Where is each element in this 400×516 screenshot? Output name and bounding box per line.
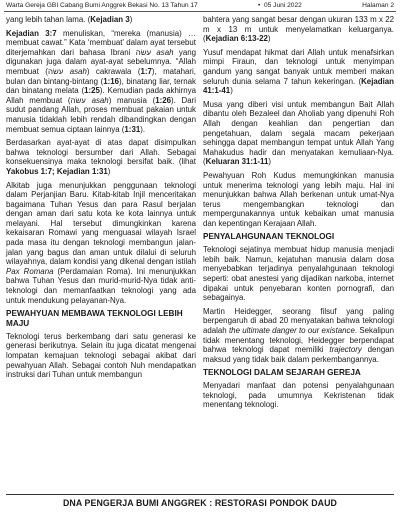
paragraph: Berdasarkan ayat-ayat di atas dapat disimpulkan bahwa teknologi bersumber dari Allah. Sebagai konsekuensinya maka teknologi bersifat baik. (lihat Yakobus 1:7; Kejadian 1:31) xyxy=(6,138,196,176)
paragraph: Teknologi sejatinya membuat hidup manusia menjadi lebih baik. Namun, kejatuhan manusia dalam dosa menyebabkan terjadinya penyalahgunaan teknologi seperti: obat anestesi yang dijadikan narkoba, internet dipakai untuk penyebaran konten pornografi, dan sebagainya. xyxy=(203,245,394,303)
paragraph: Alkitab juga menunjukkan penggunaan teknologi dalam Perjanjian Baru. Kitab-kitab Injil menceritakan bagaimana Tuhan Yesus dan para Rasul berjalan dengan aman dari satu kota ke kota lainnya untuk melayani. Hal tersebut dimungkinkan karena kekaisaran Romawi yang menguasai wilayah Israel pada masa itu dengan teknologi membangun jalan-jalan yang bagus dan aman untuk dilalui di seluruh wilayahnya, dalam kondisi yang dikenal dengan istilah Pax Romana (Perdamaian Roma). Ini menunjukkan bahwa Tuhan Yesus dan murid-murid-Nya tidak anti-teknologi dan memanfaatkan teknologi yang ada untuk mendukung pelayanan-Nya. xyxy=(6,180,196,305)
page-footer xyxy=(6,494,394,510)
paragraph: Yusuf mendapat hikmat dari Allah untuk menafsirkan mimpi Firaun, dan teknologi untuk menyimpan gandum yang sangat banyak untuk memberi makan seluruh dunia selama 7 tahun kekeringan. (Kejadian 41:1-41) xyxy=(203,47,394,96)
paragraph: Teknologi terus berkembang dari satu generasi ke generasi berikutnya. Selain itu juga dicatat mengenai lompatan kemajuan teknologi sebagai akibat dari pewahyuan Allah. Sebagai contoh Nuh mendapatkan instruksi dari Tuhan untuk membangun xyxy=(6,331,196,380)
paragraph: Musa yang diberi visi untuk membangun Bait Allah dibantu oleh Bezaleel dan Aholiab yang dipenuhi Roh Allah dengan keahlian dan pengertian dan pengetahuan, dalam segala macam pekerjaan sehingga dapat membangun tempat untuk Allah Yang Mahakudus hadir dan menyatakan kemuliaan-Nya. (Keluaran 31:1-11) xyxy=(203,99,394,167)
paragraph: Martin Heidegger, seorang filsuf yang paling berpengaruh di abad 20 menyatakan bahwa teknologi adalah the ultimate danger to our existance. Sekalipun tidak menentang teknologi, Heidegger berpendapat bahwa teknologi dapat memiliki trajectory dengan maksud yang tidak baik dalam perkembangannya. xyxy=(203,306,395,364)
paragraph: Pewahyuan Roh Kudus memungkinkan manusia untuk menerima teknologi yang lebih maju. Hal ini menunjukkan bahwa Allah berkenan untuk umat-Nya terus mengembangkan teknologi dan mempergunakannya untuk kebaikan umat manusia dan kepentingan Kerajaan Allah. xyxy=(203,170,394,228)
page-number: Halaman 2 xyxy=(362,2,394,9)
right-column xyxy=(203,15,394,414)
paragraph: Menyadari manfaat dan potensi penyalahgunaan teknologi, pada umumnya Kekristenan tidak menentang teknologi. xyxy=(203,381,394,410)
issue-date: • 05 Juni 2022 xyxy=(258,2,302,9)
section-heading: PENYALAHGUNAAN TEKNOLOGI xyxy=(203,232,335,242)
left-column xyxy=(6,15,196,384)
page-header xyxy=(4,0,396,12)
paragraph: yang lebih tahan lama. (Kejadian 3) xyxy=(6,15,133,24)
footer-text: DNA PENGERJA BUMI ANGGREK : RESTORASI PONDOK DAUD xyxy=(62,497,338,508)
section-heading: TEKNOLOGI DALAM SEJARAH GEREJA xyxy=(203,368,361,378)
paragraph: Kejadian 3:7 menuliskan, “mereka (manusia) … membuat cawat.” Kata ‘membuat’ dalam ayat tersebut diterjemahkan dari bahasa Ibrani עשׂה asah yang digunakan juga dalam ayat-ayat sebelumnya. “Allah membuat (עשׂה asah) cakrawala (1:7), matahari, bulan dan bintang-bintang (1:16), binatang liar, ternak dan binatang melata (1:25). Kemudian pada akhirnya Allah membuat (עשׂה asah) manusia (1:26). Dari sudut pandang Allah, proses membuat pakaian untuk manusia tidaklah lebih rendah dibandingkan dengan membuat semua ciptaan lainnya (1:31). xyxy=(6,28,197,134)
paragraph: bahtera yang sangat besar dengan ukuran 133 m x 22 m x 13 m untuk menyelamatkan keluarganya. (Kejadian 6:13-22) xyxy=(203,15,394,44)
publication-info: Warta Gereja GBI Cabang Bumi Anggrek Bekasi No. 13 Tahun 17 xyxy=(6,2,198,9)
section-heading: PEWAHYUAN MEMBAWA TEKNOLOGI LEBIH MAJU xyxy=(6,309,183,329)
